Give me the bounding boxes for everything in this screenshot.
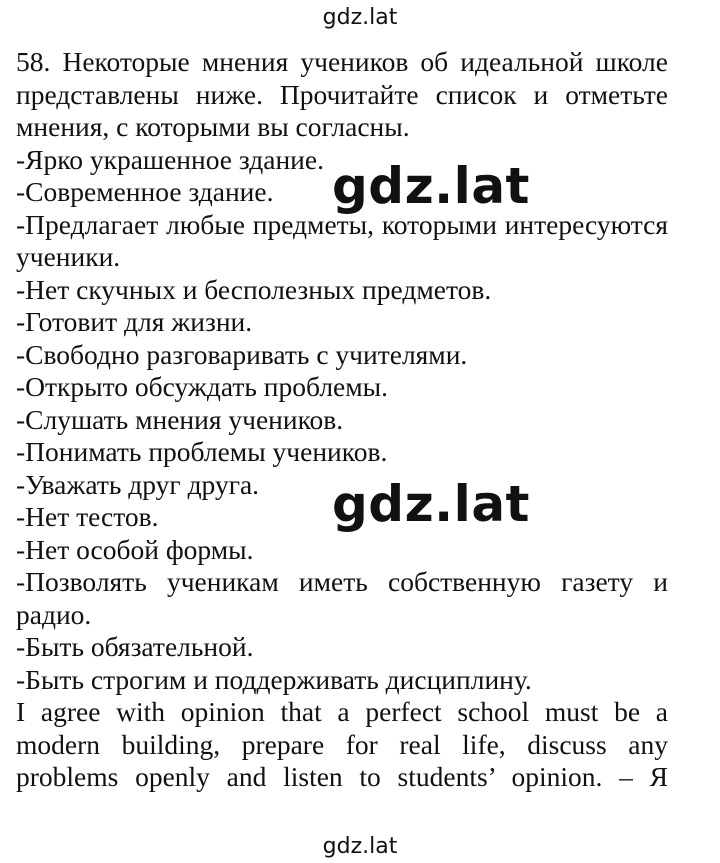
opinion-item: -Современное здание. bbox=[16, 176, 274, 207]
opinion-item: -Нет тестов. bbox=[16, 501, 159, 532]
opinion-item: -Быть строгим и поддерживать дисциплину. bbox=[16, 663, 532, 695]
site-label-bottom: gdz.lat bbox=[322, 834, 398, 859]
opinion-item: -Слушать мнения учеников. bbox=[16, 403, 344, 435]
opinion-item: -Понимать проблемы учеников. bbox=[16, 436, 388, 467]
opinion-item: -Предлагает любые предметы, которыми интересуются ученики. bbox=[16, 208, 668, 272]
answer-text: I agree with opinion that a perfect school must be a modern building, prepare for real life, discuss any problems openly and listen to students’ opinion. – Я bbox=[16, 696, 668, 792]
opinion-item: -Свободно разговаривать с учителями. bbox=[16, 338, 468, 370]
watermark: gdz.lat bbox=[332, 157, 530, 215]
opinion-item: -Нет особой формы. bbox=[16, 533, 254, 565]
opinion-item: -Открыто обсуждать проблемы. bbox=[16, 371, 389, 402]
site-label-top: gdz.lat bbox=[322, 5, 398, 30]
watermark: gdz.lat bbox=[332, 475, 530, 533]
opinion-item: -Нет скучных и бесполезных предметов. bbox=[16, 273, 492, 305]
opinion-item: -Быть обязательной. bbox=[16, 631, 254, 662]
opinion-item: -Позволять ученикам иметь собственную газету и радио. bbox=[16, 566, 668, 630]
opinion-item: -Готовит для жизни. bbox=[16, 306, 253, 337]
opinion-item: -Уважать друг друга. bbox=[16, 468, 260, 500]
task-intro: 58. Некоторые мнения учеников об идеальной школе представлены ниже. Прочитайте список и отметьте мнения, с которыми вы согласны. bbox=[16, 46, 668, 142]
opinion-item: -Ярко украшенное здание. bbox=[16, 143, 324, 175]
